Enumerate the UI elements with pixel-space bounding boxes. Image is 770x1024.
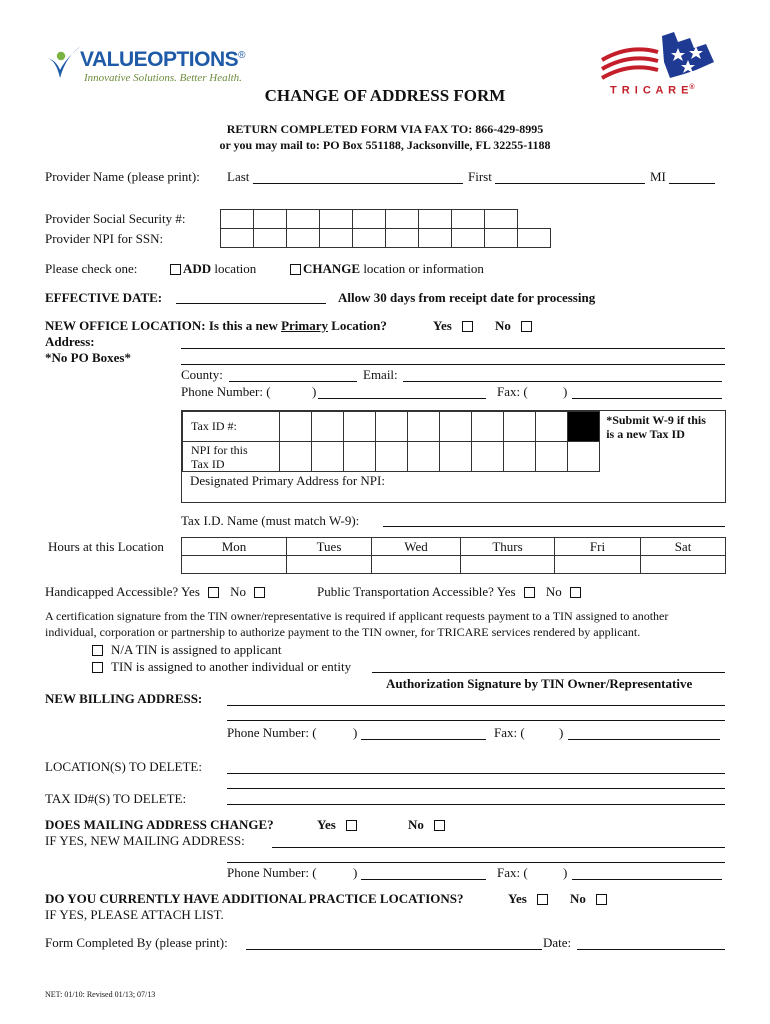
address-line-2[interactable] xyxy=(181,364,725,365)
tricare-wordmark: T R I C A R E xyxy=(610,84,690,97)
day-header-sat: Sat xyxy=(641,538,726,556)
additional-yes-checkbox[interactable] xyxy=(537,894,548,905)
email-label: Email: xyxy=(363,367,398,382)
return-fax-text: RETURN COMPLETED FORM VIA FAX TO: 866-429-8995 xyxy=(226,122,544,136)
npi-taxid-digit-cell[interactable] xyxy=(343,442,375,472)
new-office-question xyxy=(45,318,387,334)
hours-table[interactable] xyxy=(181,537,726,574)
address-label: Address: xyxy=(45,334,95,349)
county-label: County: xyxy=(181,367,223,382)
day-header-wed: Wed xyxy=(372,538,461,556)
change-location-checkbox[interactable] xyxy=(290,264,301,275)
tin-other-label: TIN is assigned to another individual or entity xyxy=(111,659,352,674)
day-header-fri: Fri xyxy=(555,538,641,556)
first-name-label: First xyxy=(468,169,492,184)
tin-applicant-label: N/A TIN is assigned to applicant xyxy=(111,642,282,657)
effective-date-field[interactable] xyxy=(176,303,326,304)
npi-digit-cell[interactable] xyxy=(287,229,320,248)
last-name-field[interactable] xyxy=(253,183,463,184)
valueoptions-swoosh-icon xyxy=(44,44,84,84)
locations-delete-label: LOCATION(S) TO DELETE: xyxy=(45,759,202,774)
auth-signature-label: Authorization Signature by TIN Owner/Representative xyxy=(386,676,693,691)
additional-no-label: No xyxy=(570,891,586,906)
tax-id-name-field[interactable] xyxy=(383,526,725,527)
hours-cell-tues[interactable] xyxy=(287,556,372,574)
fax-label: Fax: ( xyxy=(497,384,528,399)
add-rest-label: location xyxy=(211,261,257,276)
tax-id-label: Tax ID #: xyxy=(191,419,237,433)
hours-cell-mon[interactable] xyxy=(182,556,287,574)
day-header-mon: Mon xyxy=(182,538,287,556)
certification-text-2: individual, corporation or partnership to authorize payment to the TIN owner, for TRICARE services rendered by applicant. xyxy=(45,625,641,639)
delete-line-extra[interactable] xyxy=(227,788,725,789)
transport-no-label: No xyxy=(545,584,562,599)
hours-label: Hours at this Location xyxy=(48,539,164,554)
check-one-label: Please check one: xyxy=(45,261,138,276)
transport-yes-checkbox[interactable] xyxy=(524,587,535,598)
taxid-digit-cell[interactable] xyxy=(311,412,343,442)
npi-taxid-digit-cell[interactable] xyxy=(504,442,536,472)
mailing-phone-field[interactable] xyxy=(361,879,486,880)
form-title: CHANGE OF ADDRESS FORM xyxy=(264,86,506,105)
phone-label: Phone Number: ( xyxy=(181,384,271,399)
ssn-digit-cell[interactable] xyxy=(254,210,287,229)
provider-npi-label: Provider NPI for SSN: xyxy=(45,231,164,246)
handicapped-yes-checkbox[interactable] xyxy=(208,587,219,598)
effective-note: Allow 30 days from receipt date for processing xyxy=(338,290,596,305)
footer-revision: NET: 01/10: Revised 01/13; 07/13 xyxy=(45,990,156,999)
designated-address-label: Designated Primary Address for NPI: xyxy=(190,473,385,488)
brand-reg: ® xyxy=(238,50,245,61)
transport-row xyxy=(317,584,583,600)
npi-taxid-digit-cell[interactable] xyxy=(536,442,568,472)
mailing-phone-close-paren: ) xyxy=(353,865,358,880)
tin-option-other[interactable] xyxy=(90,659,351,675)
add-location-checkbox[interactable] xyxy=(170,264,181,275)
if-yes-attach-label: IF YES, PLEASE ATTACH LIST. xyxy=(45,907,224,922)
npi-grid[interactable] xyxy=(220,228,551,248)
npi-digit-cell[interactable] xyxy=(386,229,419,248)
completed-by-label: Form Completed By (please print): xyxy=(45,935,228,950)
change-rest-label: location or information xyxy=(360,261,484,276)
taxid-digit-cell[interactable] xyxy=(408,412,440,442)
additional-no-checkbox[interactable] xyxy=(596,894,607,905)
npi-taxid-digit-cell[interactable] xyxy=(568,442,600,472)
mailing-yes-checkbox[interactable] xyxy=(346,820,357,831)
day-header-tues: Tues xyxy=(287,538,372,556)
npi-digit-cell[interactable] xyxy=(518,229,551,248)
billing-fax-close-paren: ) xyxy=(559,725,564,740)
taxid-digit-cell[interactable] xyxy=(343,412,375,442)
npi-taxid-digit-cell[interactable] xyxy=(311,442,343,472)
hours-cell-sat[interactable] xyxy=(641,556,726,574)
tricare-logo xyxy=(600,32,730,97)
if-yes-mailing-label: IF YES, NEW MAILING ADDRESS: xyxy=(45,833,245,848)
transport-label: Public Transportation Accessible? Yes xyxy=(317,584,516,599)
change-bold-label: CHANGE xyxy=(303,261,361,276)
new-office-label: NEW OFFICE LOCATION: Is this a new xyxy=(45,318,282,333)
npi-for-label: NPI for this xyxy=(191,442,248,457)
mi-label: MI xyxy=(650,169,666,184)
add-location-option[interactable] xyxy=(168,261,256,277)
ssn-digit-cell[interactable] xyxy=(485,210,518,229)
billing-phone-label: Phone Number: ( xyxy=(227,725,317,740)
npi-digit-cell[interactable] xyxy=(452,229,485,248)
npi-taxid-digit-cell[interactable] xyxy=(279,442,311,472)
last-name-label: Last xyxy=(227,169,250,184)
tricare-flag-icon xyxy=(600,32,730,84)
handicapped-no-checkbox[interactable] xyxy=(254,587,265,598)
npi-taxid-digit-cell[interactable] xyxy=(440,442,472,472)
taxid-digit-cell[interactable] xyxy=(375,412,407,442)
billing-phone-field[interactable] xyxy=(361,739,486,740)
taxid-grid[interactable] xyxy=(182,411,725,472)
ssn-digit-cell[interactable] xyxy=(287,210,320,229)
new-office-yes-label: Yes xyxy=(433,318,452,333)
taxid-npi-box xyxy=(181,410,726,503)
address-line-1[interactable] xyxy=(181,348,725,349)
add-bold-label: ADD xyxy=(183,261,212,276)
npi-digit-cell[interactable] xyxy=(419,229,452,248)
tricare-reg: ® xyxy=(689,84,696,91)
hours-cell-thurs[interactable] xyxy=(461,556,555,574)
phone-field[interactable] xyxy=(318,398,486,399)
tin-applicant-checkbox[interactable] xyxy=(92,645,103,656)
npi-taxid-label: Tax ID xyxy=(191,456,225,471)
taxid-label-cell xyxy=(183,412,280,442)
billing-line-2[interactable] xyxy=(227,720,725,721)
mailing-phone-label: Phone Number: ( xyxy=(227,865,317,880)
fax-close-paren: ) xyxy=(563,384,568,399)
ssn-digit-cell[interactable] xyxy=(386,210,419,229)
ssn-grid[interactable] xyxy=(220,209,518,229)
mailing-fax-field[interactable] xyxy=(572,879,722,880)
npi-digit-cell[interactable] xyxy=(221,229,254,248)
billing-phone-close-paren: ) xyxy=(353,725,358,740)
billing-fax-label: Fax: ( xyxy=(494,725,525,740)
submit-w9-line-2: is a new Tax ID xyxy=(606,426,685,441)
taxid-digit-cell[interactable] xyxy=(279,412,311,442)
fax-field[interactable] xyxy=(572,398,722,399)
taxid-digit-cell[interactable] xyxy=(440,412,472,442)
tin-option-applicant[interactable] xyxy=(90,642,282,658)
taxid-digit-cell[interactable] xyxy=(472,412,504,442)
hours-cell-wed[interactable] xyxy=(372,556,461,574)
locations-delete-field[interactable] xyxy=(227,773,725,774)
new-office-no-label: No xyxy=(495,318,511,333)
mailing-change-label: DOES MAILING ADDRESS CHANGE? xyxy=(45,817,274,832)
brand-name: VALUEOPTIONS xyxy=(80,48,239,71)
mailing-no-label: No xyxy=(408,817,424,832)
mailing-fax-label: Fax: ( xyxy=(497,865,528,880)
mailing-no-checkbox[interactable] xyxy=(434,820,445,831)
taxid-shaded-cell xyxy=(568,412,600,442)
ssn-digit-cell[interactable] xyxy=(353,210,386,229)
npi-digit-cell[interactable] xyxy=(320,229,353,248)
handicapped-label: Handicapped Accessible? Yes xyxy=(45,584,200,599)
ssn-digit-cell[interactable] xyxy=(221,210,254,229)
npi-digit-cell[interactable] xyxy=(254,229,287,248)
additional-yes-label: Yes xyxy=(508,891,527,906)
npi-taxid-digit-cell[interactable] xyxy=(472,442,504,472)
no-po-boxes-note: *No PO Boxes* xyxy=(45,350,131,365)
day-header-thurs: Thurs xyxy=(461,538,555,556)
date-label: Date: xyxy=(543,935,572,950)
provider-name-label: Provider Name (please print): xyxy=(45,169,200,184)
submit-w9-line-1: *Submit W-9 if this xyxy=(606,412,706,427)
provider-ssn-label: Provider Social Security #: xyxy=(45,211,186,226)
email-field[interactable] xyxy=(403,381,722,382)
change-location-option[interactable] xyxy=(288,261,484,277)
additional-locations-label: DO YOU CURRENTLY HAVE ADDITIONAL PRACTICE LOCATIONS? xyxy=(45,891,464,906)
return-mail-text: or you may mail to: PO Box 551188, Jacksonville, FL 32255-1188 xyxy=(219,138,551,152)
transport-no-checkbox[interactable] xyxy=(570,587,581,598)
county-field[interactable] xyxy=(229,381,357,382)
tin-other-checkbox[interactable] xyxy=(92,662,103,673)
phone-close-paren: ) xyxy=(312,384,317,399)
handicapped-row xyxy=(45,584,267,600)
hours-cell-fri[interactable] xyxy=(555,556,641,574)
primary-underlined: Primary xyxy=(281,318,328,333)
effective-date-label: EFFECTIVE DATE: xyxy=(45,290,163,305)
handicapped-no-label: No xyxy=(230,584,247,599)
mailing-line-2[interactable] xyxy=(227,862,725,863)
ssn-digit-cell[interactable] xyxy=(452,210,485,229)
mailing-fax-close-paren: ) xyxy=(563,865,568,880)
billing-fax-field[interactable] xyxy=(568,739,720,740)
billing-line-1[interactable] xyxy=(227,705,725,706)
npi-digit-cell[interactable] xyxy=(485,229,518,248)
new-billing-label: NEW BILLING ADDRESS: xyxy=(45,691,203,706)
ssn-digit-cell[interactable] xyxy=(320,210,353,229)
taxid-digit-cell[interactable] xyxy=(536,412,568,442)
brand-tagline: Innovative Solutions. Better Health. xyxy=(84,72,242,84)
npi-taxid-digit-cell[interactable] xyxy=(408,442,440,472)
taxids-delete-label: TAX ID#(S) TO DELETE: xyxy=(45,791,187,806)
new-office-no-checkbox[interactable] xyxy=(521,321,532,332)
auth-signature-field[interactable] xyxy=(372,672,725,673)
npi-taxid-digit-cell[interactable] xyxy=(375,442,407,472)
certification-text-1: A certification signature from the TIN owner/representative is required if applicant requests payment to a TIN assigned to another xyxy=(45,609,669,623)
date-field[interactable] xyxy=(577,949,725,950)
tax-id-name-row xyxy=(181,513,359,529)
npi-label-cell xyxy=(183,442,280,472)
taxids-delete-field[interactable] xyxy=(227,804,725,805)
new-office-yes-checkbox[interactable] xyxy=(462,321,473,332)
mailing-line-1[interactable] xyxy=(272,847,725,848)
submit-w9-note xyxy=(600,412,725,442)
taxid-digit-cell[interactable] xyxy=(504,412,536,442)
mailing-yes-label: Yes xyxy=(317,817,336,832)
ssn-digit-cell[interactable] xyxy=(419,210,452,229)
mi-field[interactable] xyxy=(669,183,715,184)
npi-digit-cell[interactable] xyxy=(353,229,386,248)
first-name-field[interactable] xyxy=(495,183,645,184)
new-office-after: Location? xyxy=(328,318,387,333)
completed-by-field[interactable] xyxy=(246,949,542,950)
tax-id-name-label: Tax I.D. Name (must match W-9): xyxy=(181,513,360,528)
